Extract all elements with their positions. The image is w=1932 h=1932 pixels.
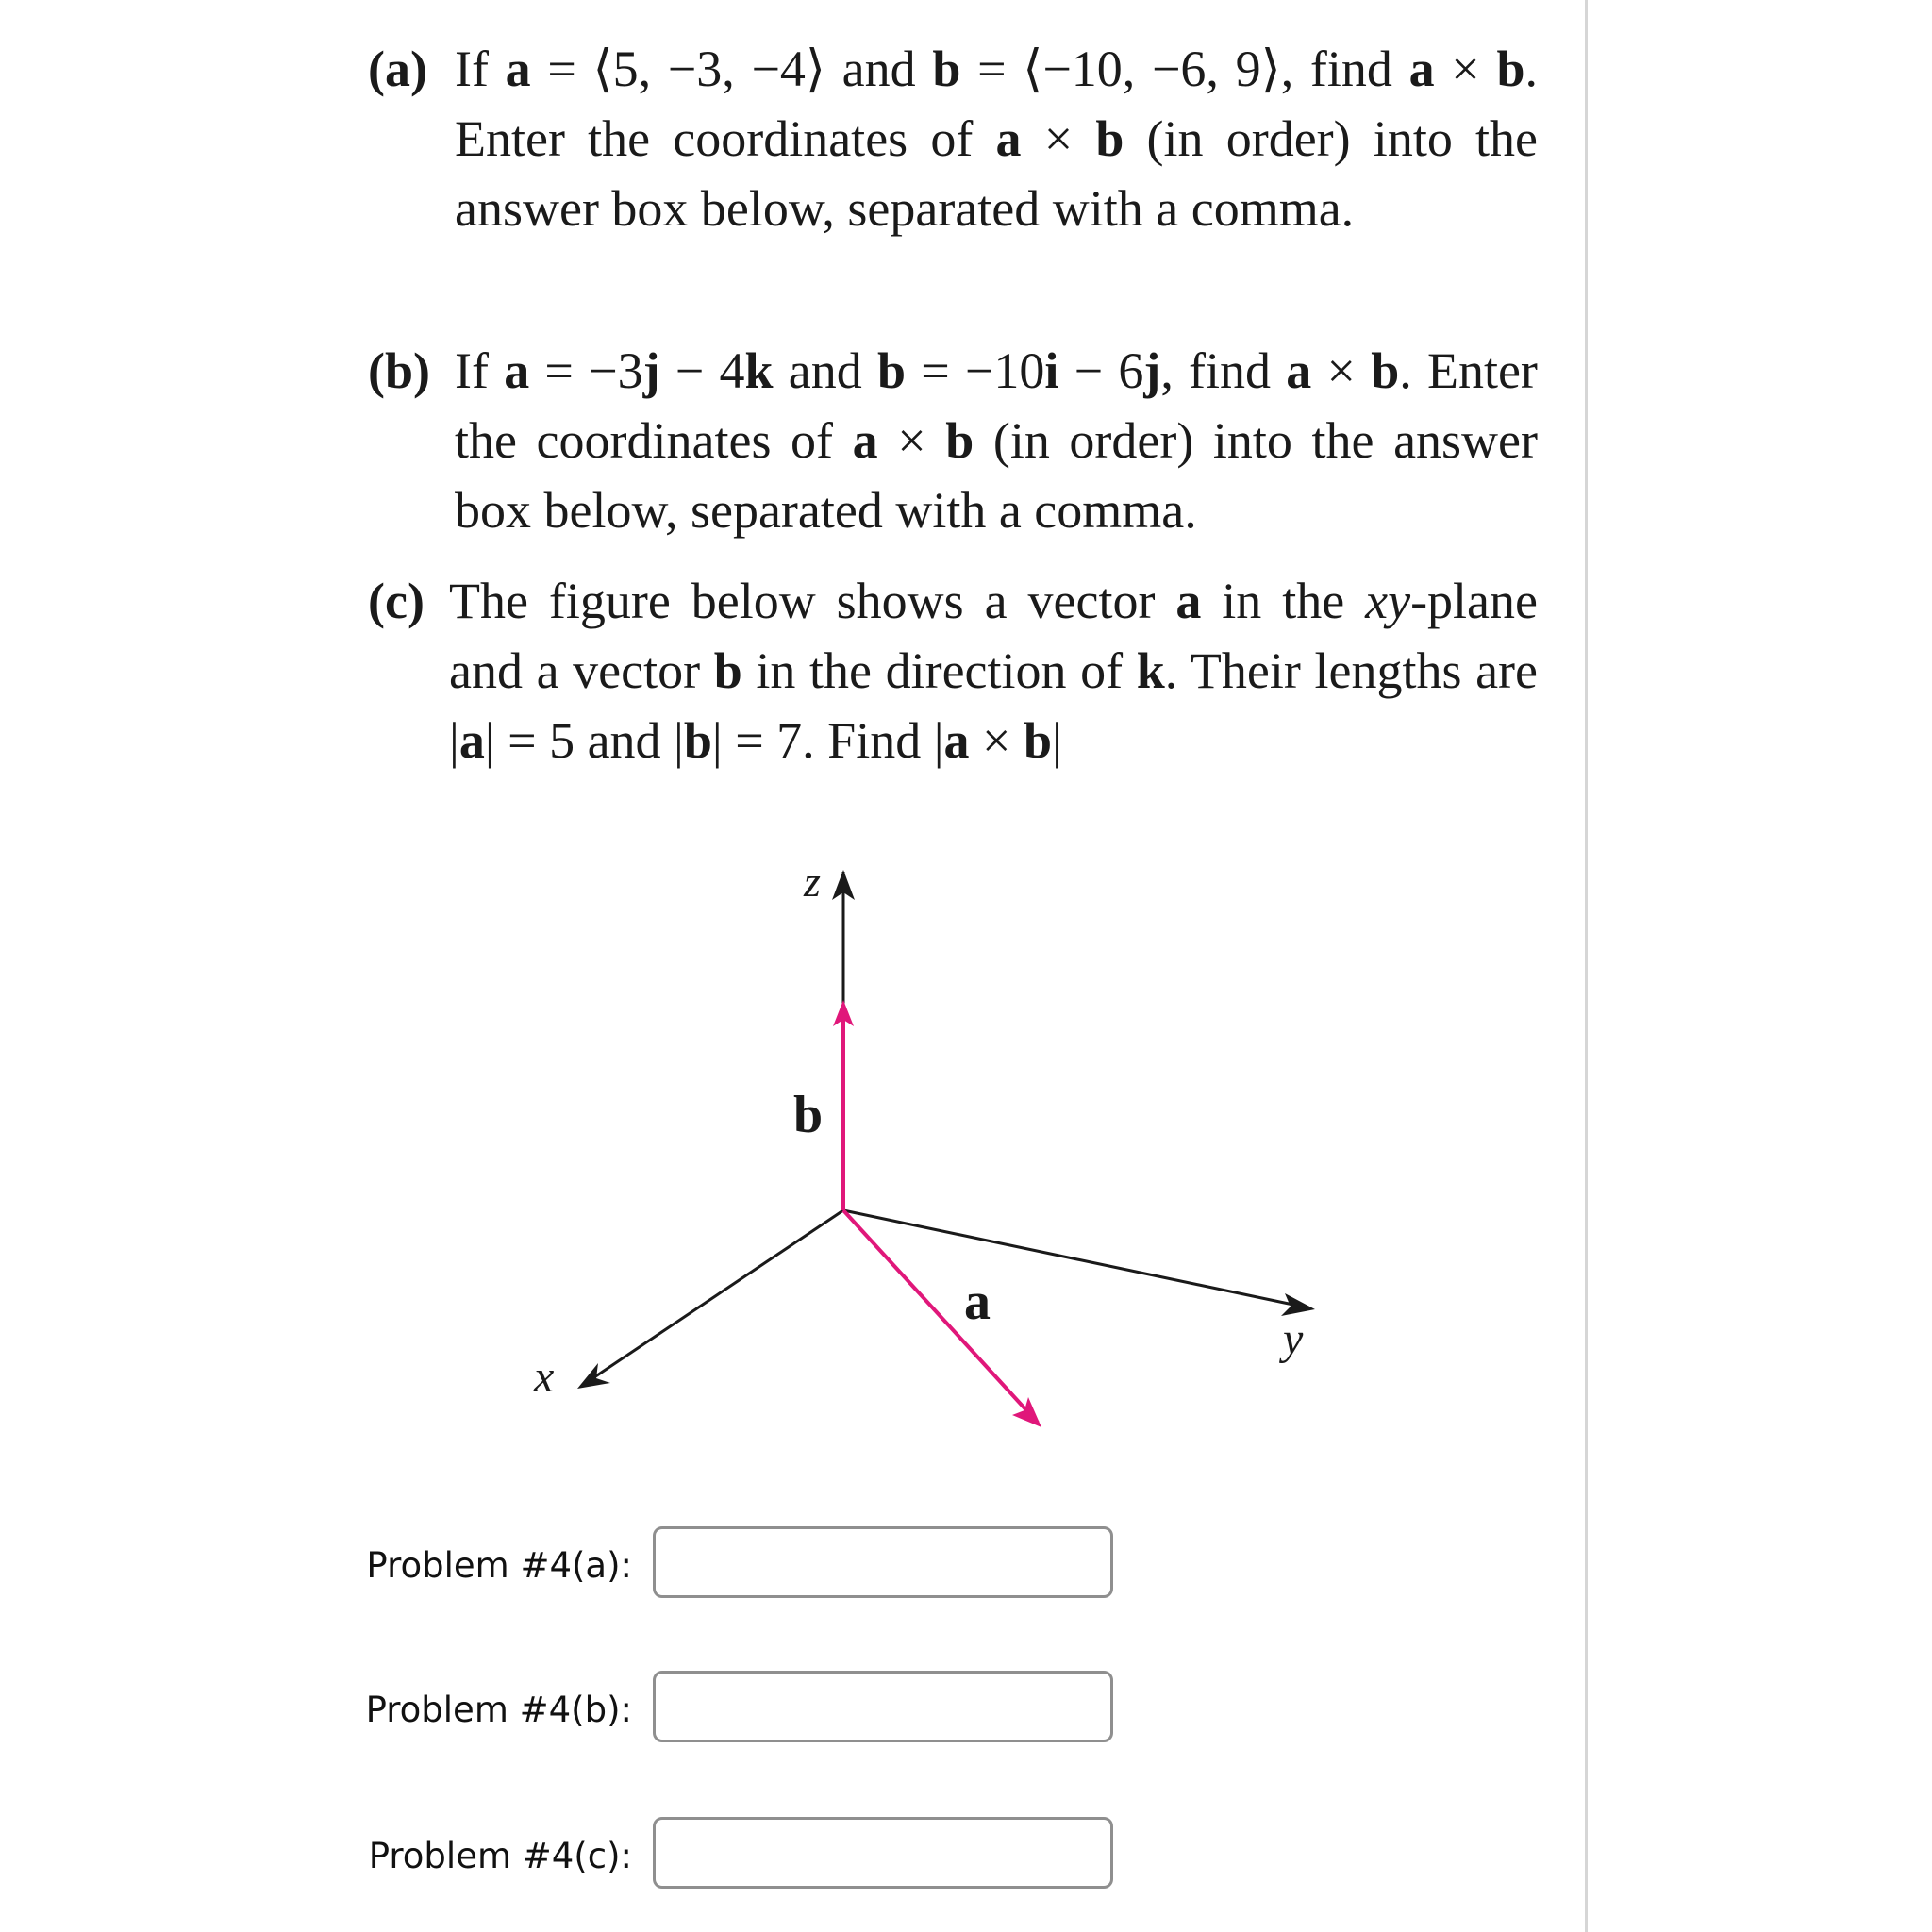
bold-symbol: a: [1408, 41, 1435, 97]
answer-label-b: Problem #4(b):: [365, 1690, 632, 1730]
answer-input-a[interactable]: [653, 1526, 1113, 1598]
text-run: − 6: [1058, 342, 1144, 399]
vector-a-label: a: [964, 1273, 991, 1331]
text-run: ×: [1434, 41, 1497, 97]
text-run: If: [455, 342, 505, 399]
part-label: (a): [368, 41, 427, 97]
text-run: |: [1052, 712, 1062, 769]
text-run: If: [455, 41, 506, 97]
x-axis-arrowhead: [577, 1363, 610, 1389]
bold-symbol: i: [1044, 342, 1059, 399]
part-label: (b): [368, 342, 430, 399]
bold-symbol: a: [458, 712, 485, 769]
bold-symbol: a: [852, 412, 878, 469]
bold-symbol: b: [1371, 342, 1400, 399]
text-run: = −3: [529, 342, 643, 399]
text-run: and: [773, 342, 877, 399]
text-run: | = 5 and |: [484, 712, 684, 769]
bold-symbol: a: [1286, 342, 1312, 399]
text-run: . Their lengths are |: [449, 642, 1538, 769]
x-axis-label: x: [534, 1352, 555, 1402]
y-axis: [843, 1210, 1311, 1308]
bold-symbol: b: [876, 342, 907, 399]
answer-input-c[interactable]: [653, 1817, 1113, 1889]
bold-symbol: b: [932, 41, 961, 97]
bold-symbol: a: [1175, 573, 1202, 629]
y-axis-arrowhead: [1281, 1293, 1315, 1316]
text-run: = −10: [906, 342, 1045, 399]
bold-symbol: k: [1136, 642, 1165, 699]
text-run: in the direction of: [741, 642, 1137, 699]
text-run: = ⟨5, −3, −4⟩ and: [530, 41, 933, 97]
answer-input-b[interactable]: [653, 1671, 1113, 1742]
answer-label-a: Problem #4(a):: [366, 1545, 632, 1586]
bold-symbol: a: [504, 342, 530, 399]
x-axis: [583, 1210, 843, 1385]
text-run: ×: [877, 412, 946, 469]
text-run: | = 7. Find |: [711, 712, 944, 769]
bold-symbol: b: [1095, 110, 1124, 167]
z-axis-label: z: [804, 858, 821, 906]
bold-symbol: b: [1496, 41, 1525, 97]
text-run: (in order) into the answer box below, separated with a comma.: [455, 110, 1538, 237]
bold-symbol: a: [995, 110, 1022, 167]
bold-symbol: a: [505, 41, 531, 97]
text-run: ×: [1021, 110, 1096, 167]
text-run: ×: [969, 712, 1024, 769]
bold-symbol: b: [713, 642, 742, 699]
bold-symbol: k: [744, 342, 774, 399]
vector-b-label: b: [793, 1086, 824, 1144]
text-run: ×: [1311, 342, 1372, 399]
bold-symbol: a: [943, 712, 970, 769]
text-run: in the: [1201, 573, 1366, 629]
bold-symbol: b: [683, 712, 712, 769]
text-run: = ⟨−10, −6, 9⟩, find: [960, 41, 1409, 97]
bold-symbol: j: [1143, 342, 1161, 399]
text-run: -plane and a vector: [449, 573, 1538, 699]
vector-a: [843, 1210, 1038, 1423]
part-label: (c): [368, 573, 425, 629]
bold-symbol: b: [945, 412, 974, 469]
text-run: . Enter the coordinates of: [455, 342, 1538, 469]
text-run: − 4: [659, 342, 745, 399]
text-run: . Enter the coordinates of: [455, 41, 1538, 167]
text-run: , find: [1160, 342, 1287, 399]
bold-symbol: b: [1024, 712, 1053, 769]
text-run: xy: [1365, 573, 1411, 629]
y-axis-label: y: [1283, 1314, 1304, 1364]
text-run: The figure below shows a vector: [449, 573, 1176, 629]
bold-symbol: j: [642, 342, 660, 399]
answer-label-c: Problem #4(c):: [368, 1836, 632, 1876]
text-run: (in order) into the answer box below, separated with a comma.: [455, 412, 1538, 539]
